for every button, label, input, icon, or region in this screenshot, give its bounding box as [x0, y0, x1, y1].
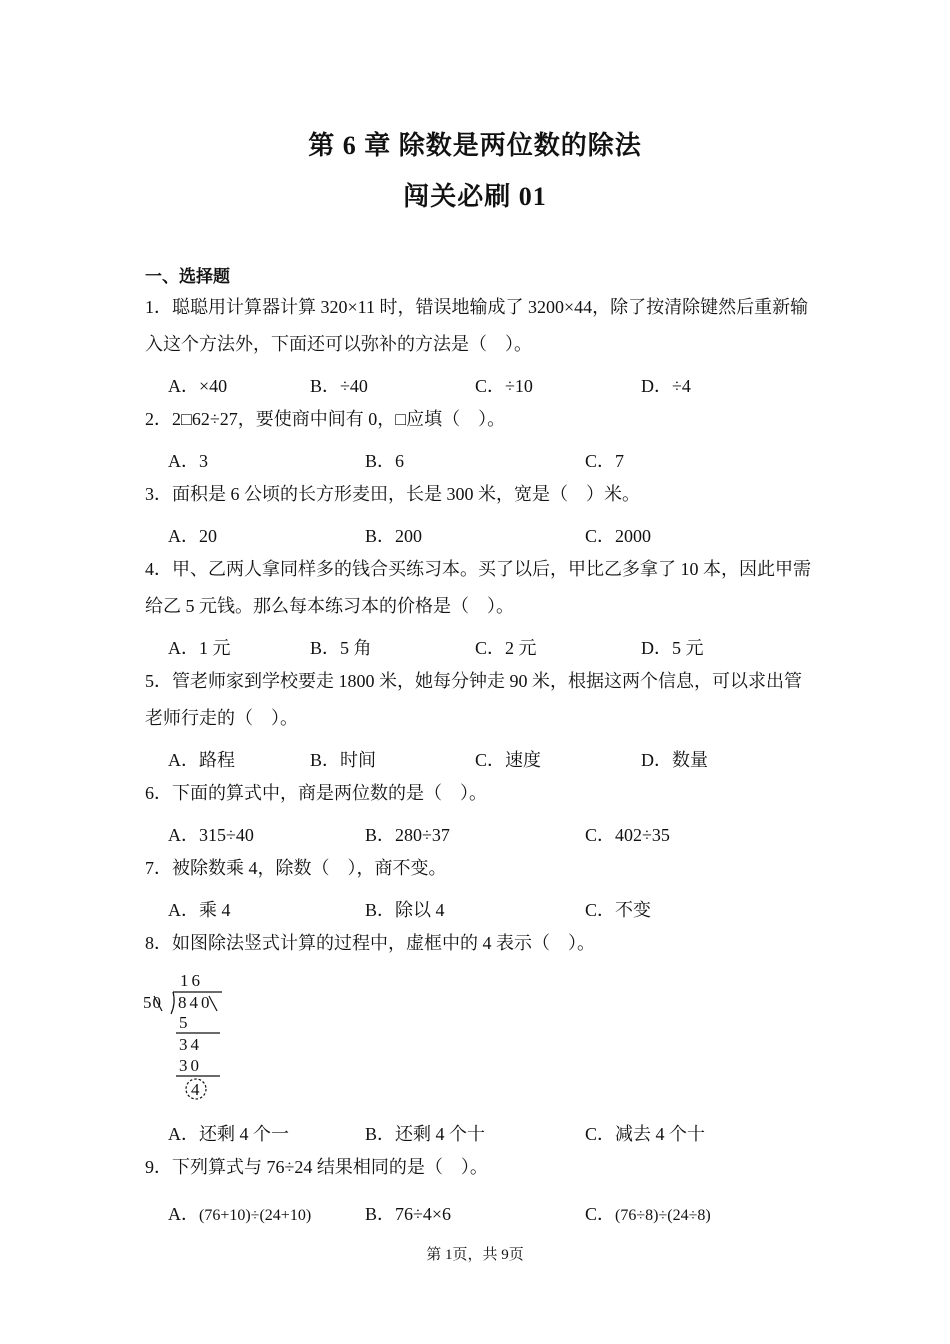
question-8-options — [168, 1120, 808, 1146]
option-c[interactable]: C．2 元 — [475, 638, 537, 658]
option-d[interactable]: D．数量 — [641, 750, 708, 770]
option-c[interactable]: C．402÷35 — [585, 825, 670, 845]
option-c[interactable]: C．2000 — [585, 526, 652, 546]
division-bracket — [171, 992, 174, 1014]
option-a-expression: (76+10)÷(24+10) — [199, 1207, 312, 1224]
figure-divisor: 50 — [143, 993, 162, 1012]
option-b[interactable]: B．200 — [365, 526, 423, 546]
long-division-figure — [140, 965, 240, 1105]
figure-quotient: 16 — [180, 971, 203, 990]
page-subtitle: 闯关必刷 01 — [403, 182, 547, 211]
option-a[interactable]: A．1 元 — [168, 638, 231, 658]
option-b[interactable]: B．时间 — [310, 750, 377, 770]
option-a[interactable]: A．还剩 4 个一 — [168, 1124, 289, 1144]
question-9-options — [168, 1200, 808, 1226]
question-2: 2．2□62÷27，要使商中间有 0，□应填（ ）。 — [145, 409, 506, 429]
figure-remainder: 4 — [191, 1080, 200, 1099]
option-b[interactable]: B．6 — [365, 451, 405, 471]
figure-row-1: 5 — [179, 1013, 188, 1032]
option-b[interactable]: B．280÷37 — [365, 825, 450, 845]
option-c-expression: (76÷8)÷(24÷8) — [615, 1207, 711, 1224]
option-b[interactable]: B．76÷4×6 — [365, 1204, 452, 1224]
question-4: 4．甲、乙两人拿同样多的钱合买练习本。买了以后，甲比乙多拿了 10 本，因此甲需给乙 5 元钱。那么每本练习本的价格是（ ）。 — [145, 559, 811, 616]
option-a[interactable]: A．路程 — [168, 750, 235, 770]
option-a-label: A． — [168, 1204, 199, 1224]
option-a[interactable]: A．乘 4 — [168, 900, 231, 920]
option-a[interactable]: A．×40 — [168, 376, 228, 396]
option-c[interactable]: C．不变 — [585, 900, 652, 920]
option-d[interactable]: D．÷4 — [641, 376, 691, 396]
question-6-options — [168, 821, 808, 847]
question-3-options — [168, 522, 808, 548]
question-3: 3．面积是 6 公顷的长方形麦田，长是 300 米，宽是（ ）米。 — [145, 484, 640, 504]
option-d[interactable]: D．5 元 — [641, 638, 704, 658]
option-b[interactable]: B．除以 4 — [365, 900, 445, 920]
question-6: 6．下面的算式中，商是两位数的是（ ）。 — [145, 783, 487, 803]
option-c[interactable]: C．速度 — [475, 750, 542, 770]
option-a[interactable]: A．3 — [168, 451, 208, 471]
question-2-options — [168, 447, 808, 473]
figure-dividend: 840 — [178, 993, 213, 1012]
option-c[interactable]: C．7 — [585, 451, 625, 471]
option-c[interactable] — [585, 1200, 711, 1226]
section-heading: 一、选择题 — [145, 267, 230, 286]
option-c[interactable]: C．÷10 — [475, 376, 533, 396]
option-a[interactable]: A．20 — [168, 526, 217, 546]
question-5-options — [168, 746, 808, 772]
option-b[interactable]: B．还剩 4 个十 — [365, 1124, 486, 1144]
figure-row-3: 30 — [179, 1056, 202, 1075]
option-a[interactable]: A．315÷40 — [168, 825, 254, 845]
option-b[interactable]: B．÷40 — [310, 376, 368, 396]
question-9: 9．下列算式与 76÷24 结果相同的是（ ）。 — [145, 1157, 488, 1177]
question-7-options — [168, 896, 808, 922]
question-4-options — [168, 634, 808, 660]
question-1-options — [168, 372, 808, 398]
question-7: 7．被除数乘 4，除数（ ），商不变。 — [145, 858, 447, 878]
option-c[interactable]: C．减去 4 个十 — [585, 1124, 706, 1144]
option-c-label: C． — [585, 1204, 616, 1224]
question-1: 1．聪聪用计算器计算 320×11 时，错误地输成了 3200×44，除了按清除键然后重新输入这个方法外，下面还可以弥补的方法是（ ）。 — [145, 297, 809, 354]
question-8: 8．如图除法竖式计算的过程中，虚框中的 4 表示（ ）。 — [145, 933, 595, 953]
option-a[interactable] — [168, 1200, 311, 1226]
question-5: 5．管老师家到学校要走 1800 米，她每分钟走 90 米，根据这两个信息，可以求出管老师行走的（ ）。 — [145, 671, 802, 728]
option-b[interactable]: B．5 角 — [310, 638, 372, 658]
page-title: 第 6 章 除数是两位数的除法 — [308, 131, 642, 160]
page-footer: 第 1页，共 9页 — [426, 1247, 524, 1263]
figure-row-2: 34 — [179, 1035, 202, 1054]
